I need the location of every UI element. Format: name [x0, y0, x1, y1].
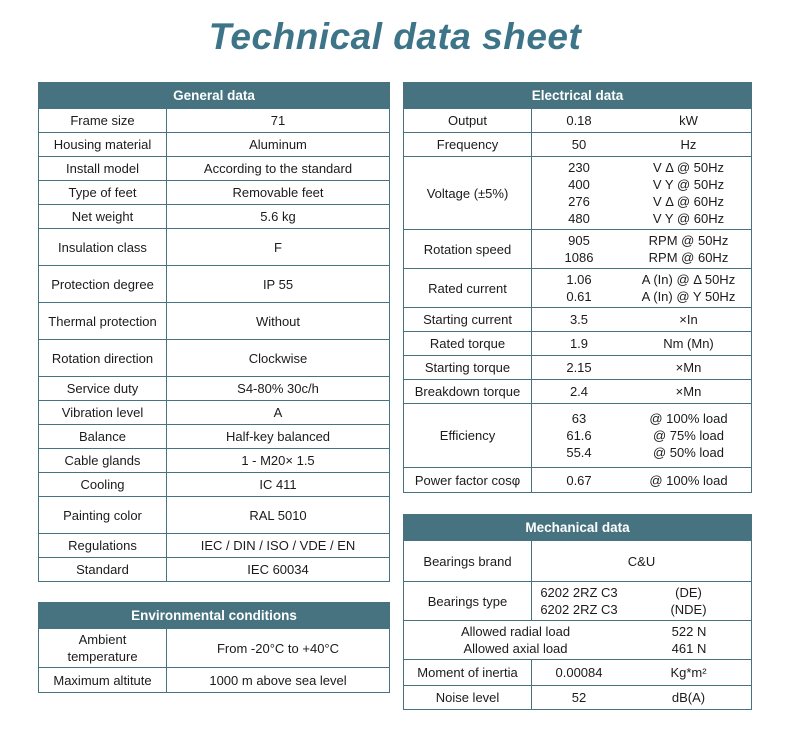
row-values: 0.00084 [555, 665, 603, 680]
row-units: Nm (Mn) [663, 336, 714, 351]
row-label: Insulation class [39, 229, 167, 265]
row-values: 0.18 [566, 113, 592, 128]
table-row [39, 302, 389, 339]
row-values: 230 400 276 480 [568, 160, 590, 226]
row-label: Power factor cosφ [404, 468, 532, 492]
row-value: 71 [270, 113, 286, 128]
row-units: Hz [680, 137, 697, 152]
row-values: 6202 2RZ C3 6202 2RZ C3 [540, 585, 618, 617]
environmental-conditions-table [38, 602, 390, 693]
row-values: 63 61.6 55.4 [566, 411, 592, 460]
table-row [404, 581, 751, 620]
table-row [404, 132, 751, 156]
row-values: 2.15 [566, 360, 592, 375]
row-units: RPM @ 50Hz RPM @ 60Hz [648, 233, 729, 265]
row-label: Balance [39, 425, 167, 448]
table-row [404, 659, 751, 685]
row-units: ×Mn [675, 360, 702, 375]
table-row [39, 557, 389, 581]
row-label: Maximum altitute [39, 668, 167, 692]
table-row [404, 156, 751, 229]
left-column [38, 82, 390, 710]
row-values: 3.5 [569, 312, 589, 327]
row-value: Without [255, 313, 301, 329]
row-label: Frequency [404, 133, 532, 156]
row-label: Vibration level [39, 401, 167, 424]
table-row [404, 108, 751, 132]
row-value: From -20°C to +40°C [216, 640, 340, 656]
row-value: Removable feet [232, 185, 324, 200]
row-value: 5.6 kg [260, 209, 296, 224]
row-label: Thermal protection [39, 303, 167, 339]
row-label: Voltage (±5%) [404, 157, 532, 229]
row-value: C&U [627, 553, 656, 569]
table-row [404, 355, 751, 379]
row-values: 52 [571, 690, 587, 705]
table-row [404, 229, 751, 268]
electrical-data-header: Electrical data [404, 83, 751, 108]
row-label: Protection degree [39, 266, 167, 302]
table-row [39, 496, 389, 533]
content-columns [0, 82, 790, 710]
table-row [404, 268, 751, 307]
table-row [404, 379, 751, 403]
row-units: ×In [679, 312, 698, 327]
row-label: Bearings type [404, 582, 532, 620]
row-units: 522 N 461 N [671, 624, 707, 656]
mechanical-data-table [403, 514, 752, 710]
row-label: Rated current [404, 269, 532, 307]
row-label: Rated torque [404, 332, 532, 355]
row-units: dB(A) [671, 690, 706, 705]
row-values: 905 1086 [564, 233, 594, 265]
table-row [39, 265, 389, 302]
row-value: F [274, 239, 282, 255]
row-label: Cooling [39, 473, 167, 496]
row-label: Rotation speed [404, 230, 532, 268]
table-row [39, 132, 389, 156]
row-label: Regulations [39, 534, 167, 557]
table-row [404, 540, 751, 581]
table-row [404, 403, 751, 467]
row-label: Net weight [39, 205, 167, 228]
row-values: 2.4 [569, 384, 589, 399]
table-row [39, 400, 389, 424]
row-label: Output [404, 109, 532, 132]
environmental-conditions-header: Environmental conditions [39, 603, 389, 628]
row-label: Rotation direction [39, 340, 167, 376]
row-value: 1000 m above sea level [209, 672, 347, 688]
row-label: Starting torque [404, 356, 532, 379]
row-value: According to the standard [203, 161, 353, 176]
row-value: IC 411 [259, 477, 297, 492]
row-values: 1.06 0.61 [566, 272, 592, 304]
row-label: Moment of inertia [404, 660, 532, 685]
table-row [404, 331, 751, 355]
row-values: 1.9 [569, 336, 589, 351]
row-label: Standard [39, 558, 167, 581]
general-data-header: General data [39, 83, 389, 108]
table-row [39, 533, 389, 557]
row-label: Cable glands [39, 449, 167, 472]
right-column [403, 82, 752, 710]
table-row [404, 685, 751, 709]
row-units: kW [679, 113, 698, 128]
row-label: Bearings brand [404, 541, 532, 581]
row-label: Type of feet [39, 181, 167, 204]
table-row [39, 472, 389, 496]
row-label: Install model [39, 157, 167, 180]
row-units: A (In) @ Δ 50Hz A (In) @ Y 50Hz [641, 272, 736, 304]
row-value: IP 55 [262, 276, 294, 292]
table-row [39, 204, 389, 228]
row-value: Aluminum [249, 137, 307, 152]
table-row [39, 228, 389, 265]
general-data-table [38, 82, 390, 582]
table-row [39, 667, 389, 692]
row-label: Painting color [39, 497, 167, 533]
row-units: V Δ @ 50Hz V Y @ 50Hz V Δ @ 60Hz V Y @ 60Hz [652, 160, 725, 226]
table-row [39, 424, 389, 448]
row-value: 1 - M20× 1.5 [241, 453, 315, 468]
table-row [39, 156, 389, 180]
row-merged-label: Allowed radial load Allowed axial load [460, 624, 571, 656]
row-units: (DE) (NDE) [670, 585, 707, 617]
row-units: ×Mn [675, 384, 702, 399]
table-row [404, 467, 751, 492]
row-value: RAL 5010 [249, 507, 307, 523]
table-row [39, 376, 389, 400]
table-row [39, 628, 389, 667]
row-units: @ 100% load [649, 472, 728, 488]
row-label: Ambient temperature [39, 629, 167, 667]
row-label: Service duty [39, 377, 167, 400]
row-value: IEC 60034 [247, 562, 309, 577]
row-units: Kg*m² [670, 665, 707, 680]
row-label: Frame size [39, 109, 167, 132]
row-label: Efficiency [404, 404, 532, 467]
row-label: Housing material [39, 133, 167, 156]
table-row [404, 620, 751, 659]
row-value: A [273, 405, 283, 420]
row-units: @ 100% load @ 75% load @ 50% load [649, 411, 728, 460]
row-values: 0.67 [566, 472, 592, 488]
page-title: Technical data sheet [208, 16, 582, 57]
row-values: 50 [571, 137, 587, 152]
row-value: Half-key balanced [225, 429, 331, 444]
row-label: Noise level [404, 686, 532, 709]
row-label: Breakdown torque [404, 380, 532, 403]
electrical-data-table [403, 82, 752, 493]
row-value: Clockwise [248, 350, 308, 366]
row-value: IEC / DIN / ISO / VDE / EN [200, 538, 356, 553]
table-row [39, 448, 389, 472]
table-row [39, 180, 389, 204]
row-value: S4-80% 30c/h [237, 381, 319, 396]
table-row [404, 307, 751, 331]
row-label: Starting current [404, 308, 532, 331]
table-row [39, 339, 389, 376]
mechanical-data-header: Mechanical data [404, 515, 751, 540]
table-row [39, 108, 389, 132]
